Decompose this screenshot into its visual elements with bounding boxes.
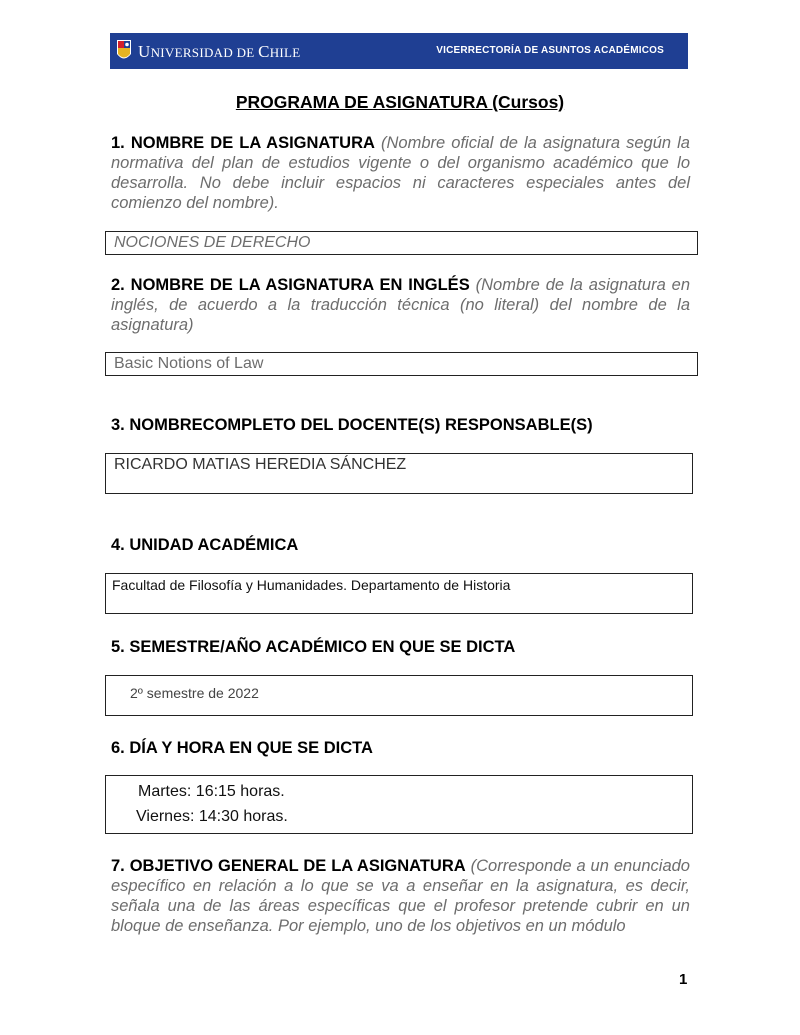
section-4-heading: 4. UNIDAD ACADÉMICA [111, 536, 299, 554]
academic-unit-field: Facultad de Filosofía y Humanidades. Departamento de Historia [105, 573, 693, 614]
section-6-heading: 6. DÍA Y HORA EN QUE SE DICTA [111, 739, 373, 757]
section-3-heading: 3. NOMBRECOMPLETO DEL DOCENTE(S) RESPONSABLE(S) [111, 416, 593, 434]
schedule-field: Martes: 16:15 horas. Viernes: 14:30 horas. [105, 775, 693, 834]
vicerrectoria-label: VICERRECTORÍA DE ASUNTOS ACADÉMICOS [436, 45, 664, 56]
section-5-heading: 5. SEMESTRE/AÑO ACADÉMICO EN QUE SE DICTA [111, 638, 516, 656]
section-1-heading: 1. NOMBRE DE LA ASIGNATURA (Nombre oficial de la asignatura según la normativa del plan de estudios vigente o del organismo académico que lo desarrolla. No debe incluir espacios ni caracteres especiales antes del comienzo del nombre). [111, 134, 690, 212]
header-banner [110, 33, 688, 69]
page-number: 1 [679, 971, 688, 988]
course-name-field: NOCIONES DE DERECHO [105, 231, 698, 255]
university-name: UNIVERSIDAD DE CHILE [138, 42, 301, 61]
section-7-heading: 7. OBJETIVO GENERAL DE LA ASIGNATURA (Corresponde a un enunciado específico en relación a lo que se va a enseñar en la asignatura, es decir, señala una de las áreas específicas que el profesor pretende cubrir en un bloque de enseñanza. Por ejemplo, uno de los objetivos en un módulo [111, 857, 690, 935]
page-title: PROGRAMA DE ASIGNATURA (Cursos) [235, 92, 565, 112]
semester-field: 2º semestre de 2022 [105, 675, 693, 716]
university-crest-icon [115, 37, 133, 65]
section-2-heading: 2. NOMBRE DE LA ASIGNATURA EN INGLÉS (Nombre de la asignatura en inglés, de acuerdo a la traducción técnica (no literal) del nombre de la asignatura) [111, 276, 690, 334]
teacher-field: RICARDO MATIAS HEREDIA SÁNCHEZ [105, 453, 693, 494]
english-name-field: Basic Notions of Law [105, 352, 698, 376]
